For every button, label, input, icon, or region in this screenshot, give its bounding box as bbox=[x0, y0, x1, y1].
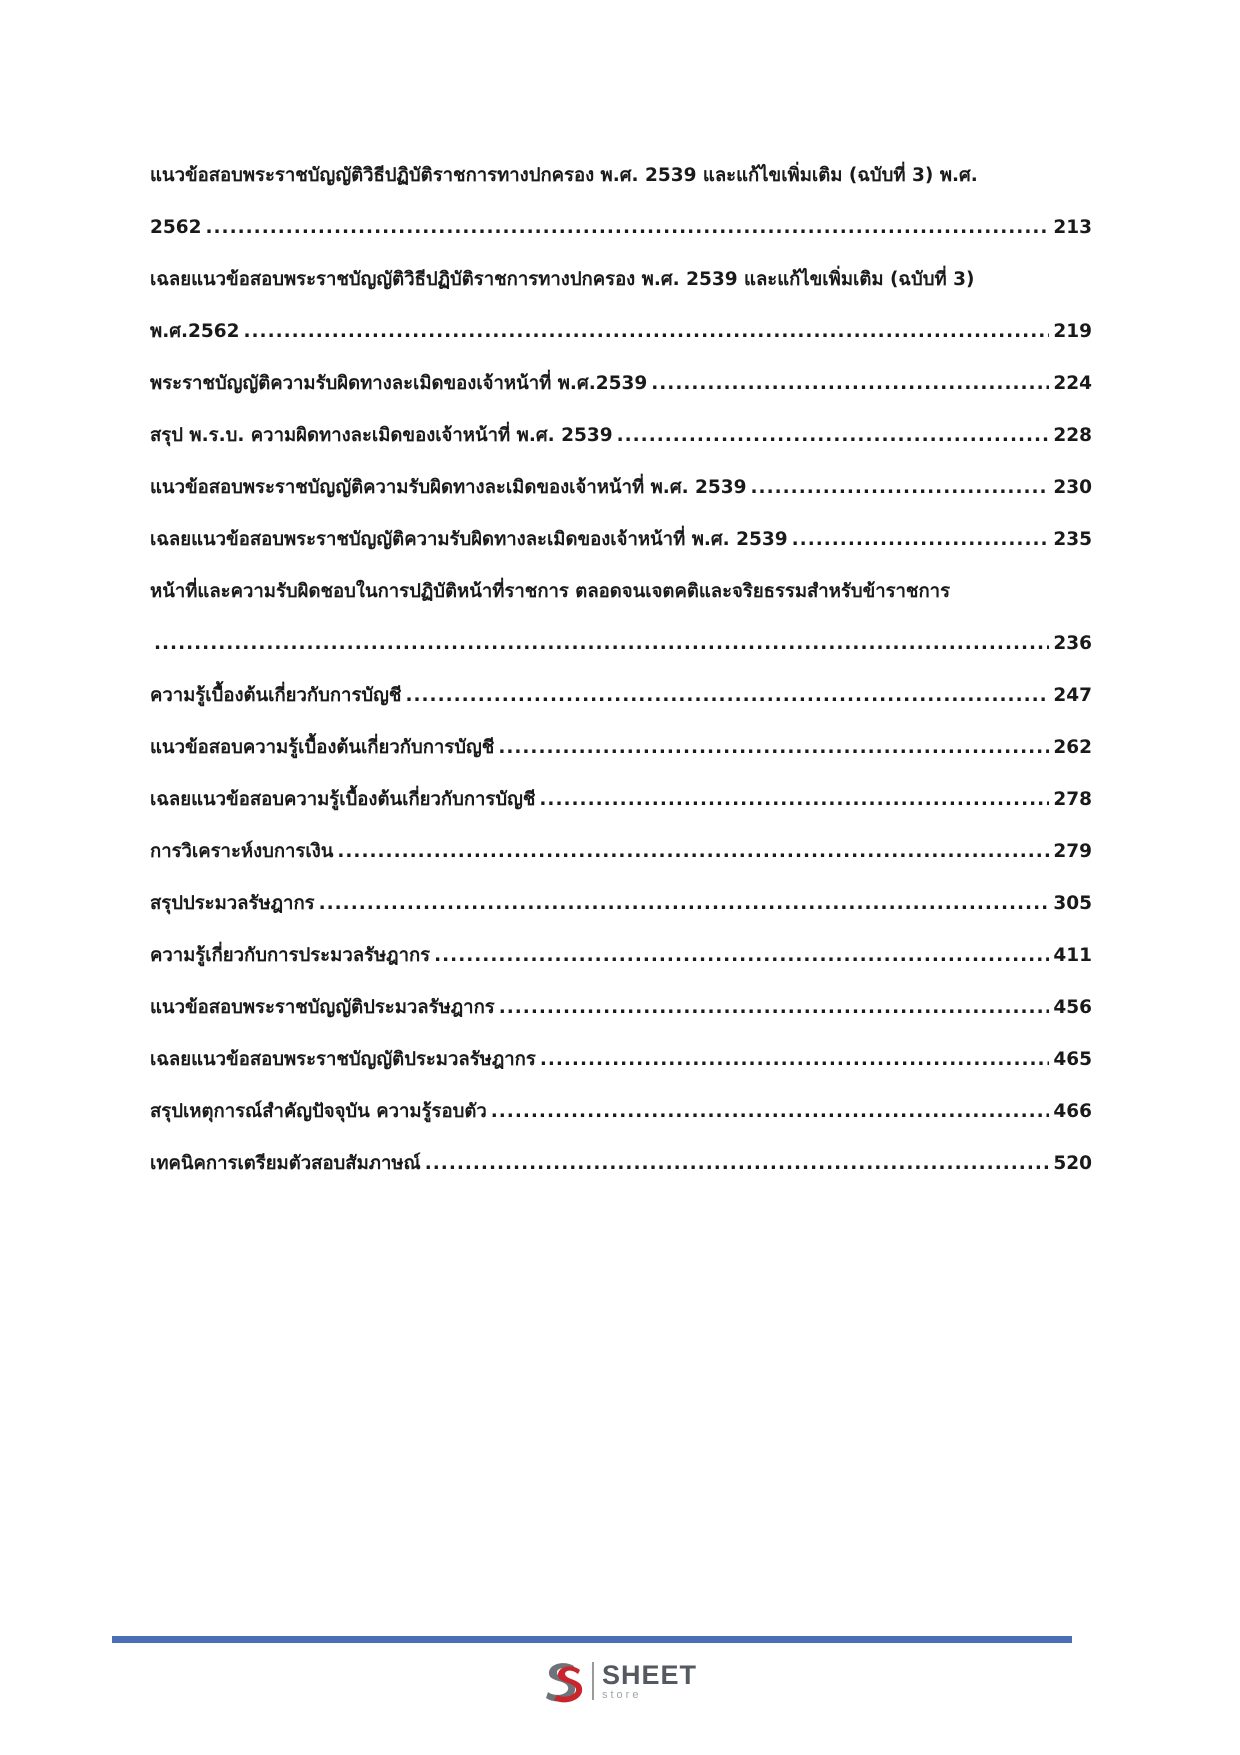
dot-leader bbox=[425, 1138, 1050, 1190]
dot-leader bbox=[540, 1034, 1050, 1086]
dot-leader bbox=[405, 670, 1049, 722]
toc-entry[interactable] bbox=[150, 462, 1092, 514]
toc-entry[interactable] bbox=[150, 774, 1092, 826]
toc-entry-title: เฉลยแนวข้อสอบพระราชบัญญัติความรับผิดทางละเมิดของเจ้าหน้าที่ พ.ศ. 2539 bbox=[150, 529, 788, 550]
toc-entry-page-number: 247 bbox=[1053, 685, 1092, 706]
toc-entry-title-line: แนวข้อสอบพระราชบัญญัติวิธีปฏิบัติราชการทางปกครอง พ.ศ. 2539 และแก้ไขเพิ่มเติม (ฉบับที่ 3) พ.ศ. bbox=[150, 165, 978, 186]
logo-wordmark bbox=[602, 1659, 698, 1701]
toc-entry-row bbox=[150, 1138, 1092, 1190]
toc-entry-page-number: 235 bbox=[1053, 529, 1092, 550]
toc-entry-title: เฉลยแนวข้อสอบความรู้เบื้องต้นเกี่ยวกับการบัญชี bbox=[150, 789, 536, 810]
toc-entry-title: แนวข้อสอบความรู้เบื้องต้นเกี่ยวกับการบัญชี bbox=[150, 737, 495, 758]
toc-entry[interactable] bbox=[150, 254, 1092, 358]
toc-entry-page-number: 520 bbox=[1053, 1153, 1092, 1174]
logo-separator bbox=[592, 1662, 594, 1700]
toc-entry-page-number: 262 bbox=[1053, 737, 1092, 758]
toc-entry-page-number: 219 bbox=[1053, 321, 1092, 342]
dot-leader bbox=[651, 358, 1049, 410]
toc-entry-row bbox=[150, 358, 1092, 410]
toc-entry[interactable] bbox=[150, 670, 1092, 722]
dot-leader bbox=[434, 930, 1049, 982]
toc-entry[interactable] bbox=[150, 514, 1092, 566]
toc-entry-row bbox=[150, 202, 1092, 254]
toc-entry[interactable] bbox=[150, 878, 1092, 930]
logo-sub-text: store bbox=[602, 1688, 642, 1701]
footer-divider bbox=[112, 1636, 1072, 1643]
sheet-store-logo bbox=[540, 1658, 697, 1704]
toc-entry-title: สรุป พ.ร.บ. ความผิดทางละเมิดของเจ้าหน้าที่ พ.ศ. 2539 bbox=[150, 425, 613, 446]
toc-entry-row bbox=[150, 462, 1092, 514]
toc-entry[interactable] bbox=[150, 358, 1092, 410]
dot-leader bbox=[539, 774, 1049, 826]
toc-entry[interactable] bbox=[150, 826, 1092, 878]
toc-entry-page-number: 466 bbox=[1053, 1101, 1092, 1122]
toc-entry-page-number: 236 bbox=[1053, 633, 1092, 654]
dot-leader bbox=[319, 878, 1050, 930]
toc-entry-title: เทคนิคการเตรียมตัวสอบสัมภาษณ์ bbox=[150, 1153, 421, 1174]
toc-entry-title-line: หน้าที่และความรับผิดชอบในการปฏิบัติหน้าที่ราชการ ตลอดจนเจตคติและจริยธรรมสำหรับข้าราชการ bbox=[150, 581, 951, 602]
toc-entry-row bbox=[150, 982, 1092, 1034]
toc-entry-title: เฉลยแนวข้อสอบพระราชบัญญัติประมวลรัษฎากร bbox=[150, 1049, 536, 1070]
toc-entry-row bbox=[150, 878, 1092, 930]
toc-entry-row bbox=[150, 514, 1092, 566]
toc-entry-page-number: 465 bbox=[1053, 1049, 1092, 1070]
table-of-contents bbox=[150, 150, 1092, 1190]
toc-entry-title: สรุปเหตุการณ์สำคัญปัจจุบัน ความรู้รอบตัว bbox=[150, 1101, 487, 1122]
toc-entry-page-number: 411 bbox=[1053, 945, 1092, 966]
toc-entry-page-number: 278 bbox=[1053, 789, 1092, 810]
toc-entry-title: พระราชบัญญัติความรับผิดทางละเมิดของเจ้าหน้าที่ พ.ศ.2539 bbox=[150, 373, 648, 394]
toc-entry[interactable] bbox=[150, 930, 1092, 982]
toc-entry-row bbox=[150, 774, 1092, 826]
toc-entry-row bbox=[150, 618, 1092, 670]
toc-entry-row bbox=[150, 930, 1092, 982]
dot-leader bbox=[498, 722, 1049, 774]
logo-main-text: SHEET bbox=[602, 1659, 698, 1690]
toc-entry-row bbox=[150, 1034, 1092, 1086]
dot-leader bbox=[499, 982, 1050, 1034]
toc-entry-row bbox=[150, 410, 1092, 462]
toc-entry[interactable] bbox=[150, 150, 1092, 254]
toc-entry[interactable] bbox=[150, 722, 1092, 774]
toc-entry-row bbox=[150, 826, 1092, 878]
toc-entry-row bbox=[150, 722, 1092, 774]
toc-entry-title-line: เฉลยแนวข้อสอบพระราชบัญญัติวิธีปฏิบัติราชการทางปกครอง พ.ศ. 2539 และแก้ไขเพิ่มเติม (ฉบับที่ 3) bbox=[150, 269, 975, 290]
toc-entry[interactable] bbox=[150, 1034, 1092, 1086]
toc-entry-page-number: 305 bbox=[1053, 893, 1092, 914]
toc-entry-title: ความรู้เบื้องต้นเกี่ยวกับการบัญชี bbox=[150, 685, 402, 706]
toc-entry-title: 2562 bbox=[150, 217, 202, 238]
dot-leader bbox=[617, 410, 1050, 462]
dot-leader bbox=[792, 514, 1050, 566]
toc-entry-row bbox=[150, 306, 1092, 358]
toc-entry[interactable] bbox=[150, 566, 1092, 670]
toc-entry[interactable] bbox=[150, 1138, 1092, 1190]
toc-entry-row bbox=[150, 670, 1092, 722]
toc-entry-title: สรุปประมวลรัษฎากร bbox=[150, 893, 315, 914]
toc-entry[interactable] bbox=[150, 1086, 1092, 1138]
toc-entry-page-number: 230 bbox=[1053, 477, 1092, 498]
toc-entry-title: การวิเคราะห์งบการเงิน bbox=[150, 841, 334, 862]
toc-entry-page-number: 279 bbox=[1053, 841, 1092, 862]
toc-entry-title: แนวข้อสอบพระราชบัญญัติความรับผิดทางละเมิดของเจ้าหน้าที่ พ.ศ. 2539 bbox=[150, 477, 747, 498]
toc-entry-title: ความรู้เกี่ยวกับการประมวลรัษฎากร bbox=[150, 945, 431, 966]
dot-leader bbox=[751, 462, 1050, 514]
toc-entry-title: แนวข้อสอบพระราชบัญญัติประมวลรัษฎากร bbox=[150, 997, 495, 1018]
dot-leader bbox=[206, 202, 1050, 254]
toc-entry-page-number: 228 bbox=[1053, 425, 1092, 446]
sheet-store-logo-icon bbox=[540, 1658, 586, 1704]
toc-entry-page-number: 213 bbox=[1053, 217, 1092, 238]
toc-entry-title: พ.ศ.2562 bbox=[150, 321, 240, 342]
dot-leader bbox=[337, 826, 1049, 878]
toc-entry[interactable] bbox=[150, 410, 1092, 462]
dot-leader bbox=[491, 1086, 1050, 1138]
toc-entry-row bbox=[150, 1086, 1092, 1138]
dot-leader bbox=[154, 618, 1049, 670]
toc-entry[interactable] bbox=[150, 982, 1092, 1034]
dot-leader bbox=[243, 306, 1049, 358]
toc-entry-page-number: 456 bbox=[1053, 997, 1092, 1018]
toc-entry-page-number: 224 bbox=[1053, 373, 1092, 394]
